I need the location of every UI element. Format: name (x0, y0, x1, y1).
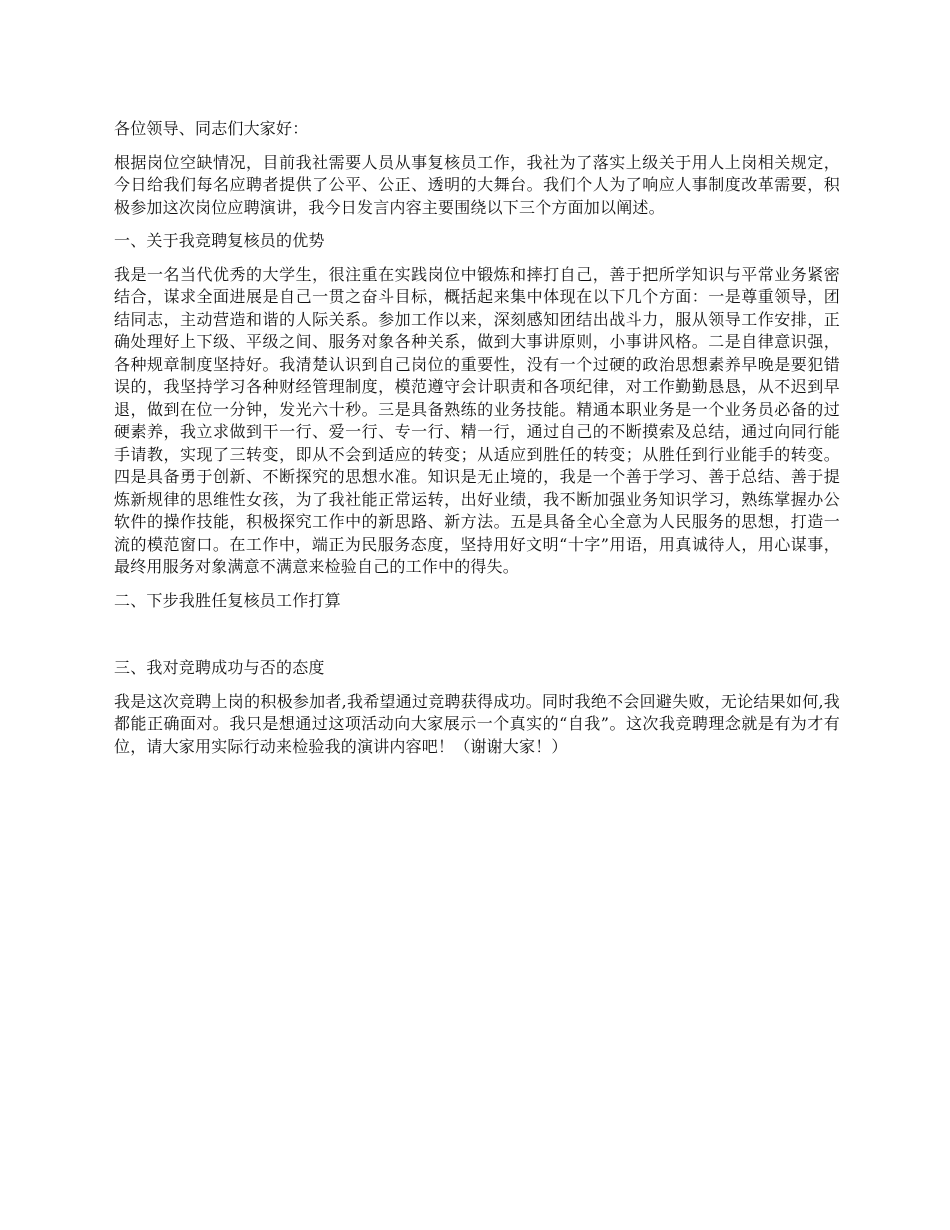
section-3-body: 我是这次竞聘上岗的积极参加者,我希望通过竞聘获得成功。同时我绝不会回避失败，无论结果如何,我都能正确面对。我只是想通过这项活动向大家展示一个真实的“自我”。这次我竞聘理念就是有为才有位，请大家用实际行动来检验我的演讲内容吧！（谢谢大家！） (114, 691, 840, 756)
intro-paragraph: 根据岗位空缺情况，目前我社需要人员从事复核员工作，我社为了落实上级关于用人上岗相关规定，今日给我们每名应聘者提供了公平、公正、透明的大舞台。我们个人为了响应人事制度改革需要，积极参加这次岗位应聘演讲，我今日发言内容主要围绕以下三个方面加以阐述。 (114, 152, 840, 217)
document-body (114, 118, 840, 769)
section-2-heading: 二、下步我胜任复核员工作打算 (114, 590, 341, 610)
section-3-heading: 三、我对竞聘成功与否的态度 (114, 658, 325, 677)
section-1-heading: 一、关于我竞聘复核员的优势 (114, 231, 325, 250)
blank-space (114, 623, 840, 657)
greeting: 各位领导、同志们大家好： (114, 119, 309, 138)
section-1-body: 我是一名当代优秀的大学生，很注重在实践岗位中锻炼和摔打自己，善于把所学知识与平常业务紧密结合，谋求全面进展是自己一贯之奋斗目标，概括起来集中体现在以下几个方面：一是尊重领导，团结同志，主动营造和谐的人际关系。参加工作以来，深刻感知团结出战斗力，服从领导工作安排，正确处理好上下级、平级之间、服务对象各种关系，做到大事讲原则，小事讲风格。二是自律意识强，各种规章制度坚持好。我清楚认识到自己岗位的重要性，没有一个过硬的政治思想素养早晚是要犯错误的，我坚持学习各种财经管理制度，模范遵守会计职责和各项纪律，对工作勤勤恳恳，从不迟到早退，做到在位一分钟，发光六十秒。三是具备熟练的业务技能。精通本职业务是一个业务员必备的过硬素养，我立求做到干一行、爱一行、专一行、精一行，通过自己的不断摸索及总结，通过向同行能手请教，实现了三转变，即从不会到适应的转变；从适应到胜任的转变；从胜任到行业能手的转变。四是具备勇于创新、不断探究的思想水准。知识是无止境的，我是一个善于学习、善于总结、善于提炼新规律的思维性女孩，为了我社能正常运转，出好业绩，我不断加强业务知识学习，熟练掌握办公软件的操作技能，积极探究工作中的新思路、新方法。五是具备全心全意为人民服务的思想，打造一流的模范窗口。在工作中，端正为民服务态度，坚持用好文明“十字”用语，用真诚待人，用心谋事，最终用服务对象满意不满意来检验自己的工作中的得失。 (114, 264, 840, 576)
